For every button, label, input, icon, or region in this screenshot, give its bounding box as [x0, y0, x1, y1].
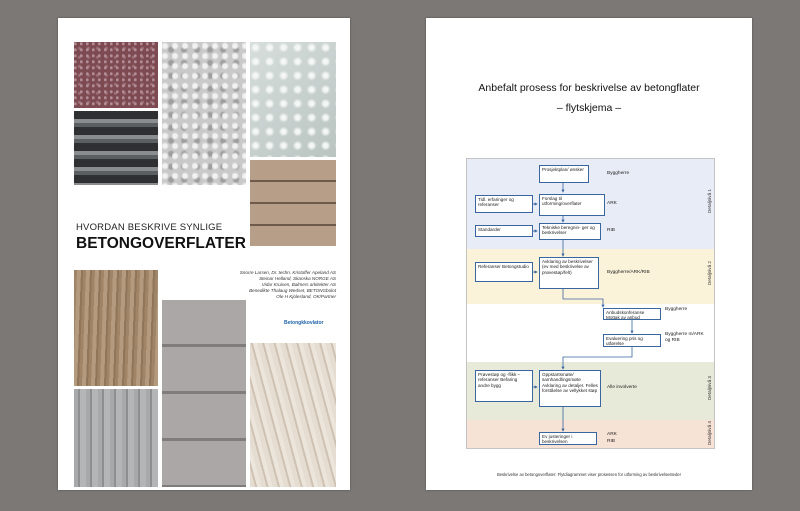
concrete-sample-silver-texture	[162, 42, 246, 185]
flowchart-diagram	[466, 158, 715, 449]
level-label-1: Detaljnivå 1	[707, 189, 712, 214]
role-architect: ARK	[607, 432, 617, 437]
author-line: Steinar Helland, Skanska NORGE AS	[259, 276, 336, 281]
box-previous-experience: Tidl. erfaringer og referanser	[475, 195, 533, 213]
role-client: Byggherre	[665, 307, 688, 312]
author-list	[218, 270, 336, 300]
concrete-sample-board-formed-texture	[74, 270, 158, 386]
concrete-sample-striped-texture	[74, 111, 158, 185]
author-line: Ole H Kjolesland, OK/Partner	[276, 294, 336, 299]
box-references-studio: Referanser Betongstudio	[475, 262, 533, 282]
author-line: Snorre Larsen, Dr. techn. Kristoffer Apeland AS	[239, 270, 336, 275]
role-client: Byggherre	[607, 171, 630, 176]
concrete-sample-plank-texture	[250, 160, 336, 246]
concrete-sample-wave-texture	[250, 343, 336, 487]
role-engineer: RIB	[607, 439, 615, 444]
flowchart-caption: Beskrivelse av betongoverflater: Flytdiagrammet viser prosessen for utforming av beskrivelsesteder	[496, 472, 682, 477]
box-tender-conference: Anbudskonferanse Mottak av anbud	[603, 308, 661, 320]
box-project-plan: Prosjektplan/ ønsker	[539, 165, 589, 183]
role-all-involved: Alle involverte	[607, 385, 637, 390]
flowchart-subtitle: – flytskjema –	[556, 102, 622, 114]
cover-title-line1: HVORDAN BESKRIVE SYNLIGE	[76, 222, 223, 233]
concrete-sample-wood-grain-texture	[74, 389, 158, 487]
role-client-architect-engineer: Byggherre/ARK/RIB	[607, 270, 650, 275]
role-engineer: RIB	[607, 228, 615, 233]
concrete-sample-light-texture	[250, 42, 336, 157]
flowchart-page	[426, 18, 752, 490]
publisher-logo: Betongkkovlator	[284, 320, 324, 326]
author-line: Vidar Kruisen, Balmers arkitekter AS	[261, 282, 336, 287]
cover-title-line2: BETONGOVERFLATER	[76, 235, 246, 252]
box-standards: Standarder	[475, 225, 533, 237]
concrete-sample-red-texture	[74, 42, 158, 108]
box-technical-calculations: Tekniske beregnin- ger og beskrivelser	[539, 223, 601, 240]
flowchart-title: Anbefalt prosess for beskrivelse av betongflater	[478, 82, 700, 94]
concrete-sample-grey-panels	[162, 300, 246, 487]
box-evaluation: Evaluering pris og utførelse	[603, 334, 661, 347]
box-clarification: Avklaring av beskrivelser (ev med beskrivelse av prøvestøp/felt)	[539, 257, 599, 289]
box-trial-casting: Prøvestøp og -flikk – referanser Befaring andre bygg	[475, 370, 533, 402]
box-design-proposal: Forslag til utforming/overflater	[539, 194, 605, 216]
box-adjustments: Ev justeringer i beskrivelsen	[539, 432, 597, 445]
report-cover-page	[58, 18, 350, 490]
level-label-3: Detaljnivå 3	[707, 376, 712, 401]
level-label-4: Detaljnivå 4	[707, 421, 712, 446]
author-line: Benedikte Thalaug Wedset, BETONGbolot	[249, 288, 336, 293]
role-client-with-architect-engineer: Byggherre m/ARK og RIB	[665, 332, 704, 343]
role-architect: ARK	[607, 201, 617, 206]
level-label-2: Detaljnivå 2	[707, 261, 712, 286]
box-startup-meeting: Oppstartsmøte/ samhandlingsmøte Avklaring av detaljer. Felles forståelse av vellykket støp	[539, 370, 601, 407]
